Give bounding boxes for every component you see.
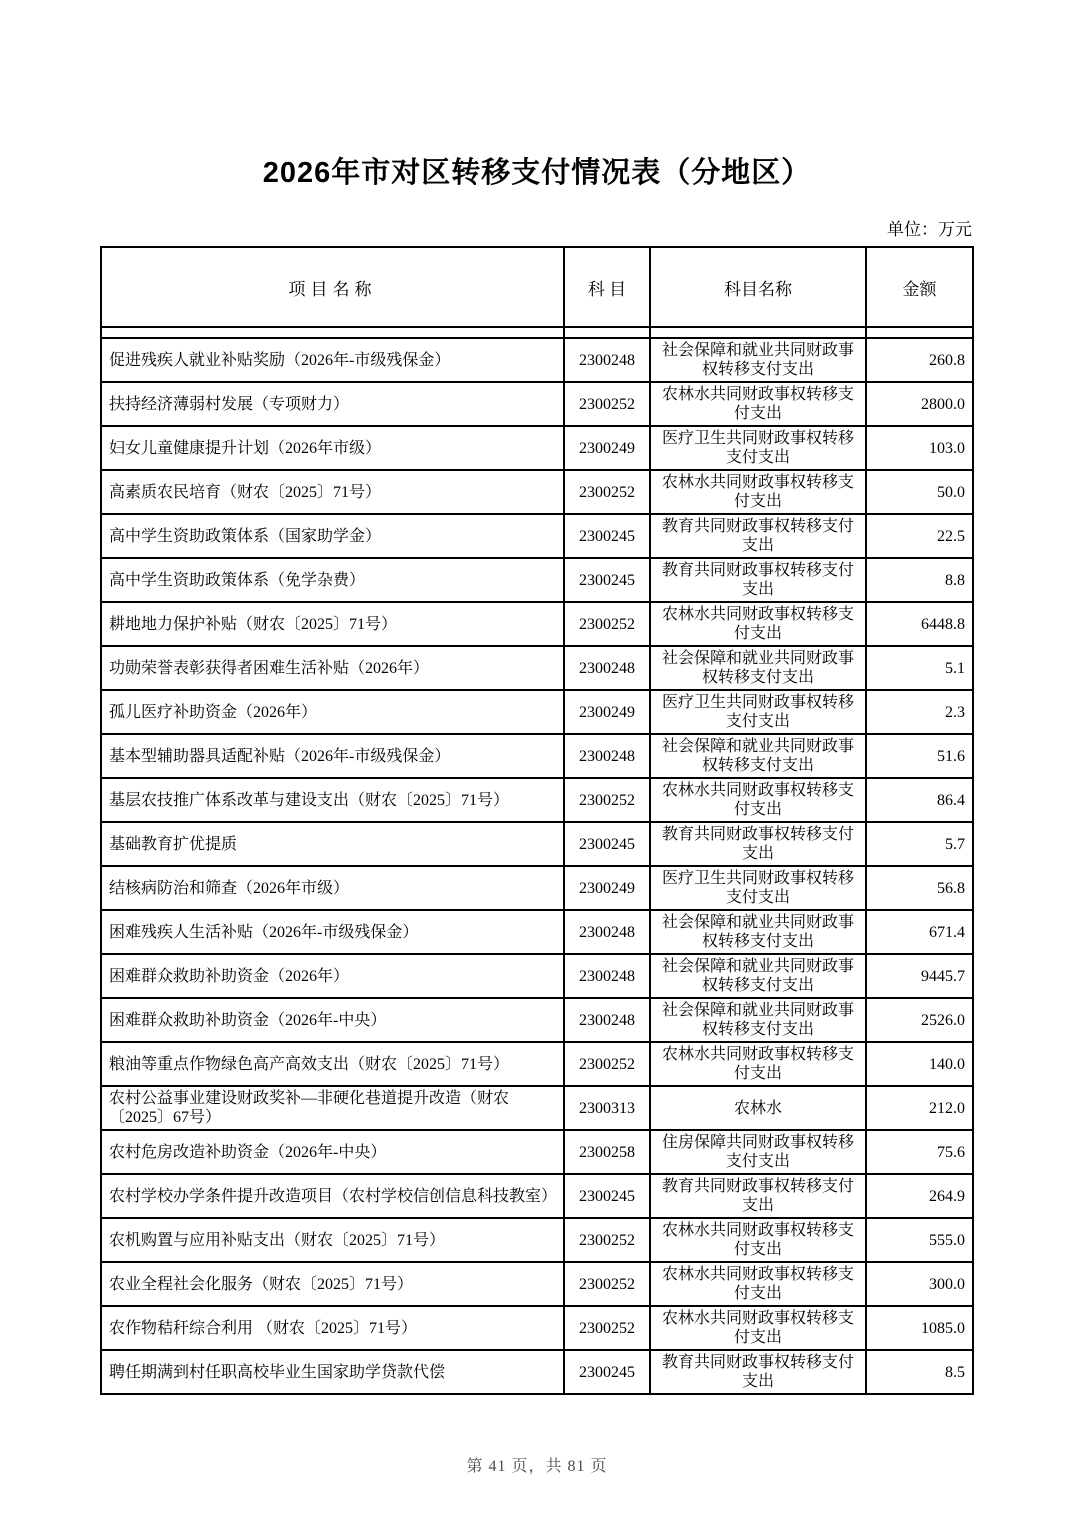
amount-cell: 6448.8 bbox=[866, 602, 973, 646]
subject-code-cell: 2300249 bbox=[564, 690, 650, 734]
subject-name-cell: 社会保障和就业共同财政事权转移支付支出 bbox=[650, 910, 866, 954]
subject-name-cell: 农林水共同财政事权转移支付支出 bbox=[650, 1218, 866, 1262]
table-row bbox=[101, 1174, 973, 1218]
project-name-cell: 促进残疾人就业补贴奖励（2026年-市级残保金） bbox=[101, 338, 564, 382]
subject-name-cell: 社会保障和就业共同财政事权转移支付支出 bbox=[650, 338, 866, 382]
subject-code-cell: 2300252 bbox=[564, 470, 650, 514]
project-name-cell: 基本型辅助器具适配补贴（2026年-市级残保金） bbox=[101, 734, 564, 778]
unit-label: 单位：万元 bbox=[887, 220, 972, 239]
project-name-cell: 孤儿医疗补助资金（2026年） bbox=[101, 690, 564, 734]
project-name-cell: 农村公益事业建设财政奖补—非硬化巷道提升改造（财农〔2025〕67号） bbox=[101, 1086, 564, 1130]
project-name-cell: 高中学生资助政策体系（国家助学金） bbox=[101, 514, 564, 558]
spacer-cell bbox=[101, 327, 564, 338]
subject-name-cell: 农林水共同财政事权转移支付支出 bbox=[650, 470, 866, 514]
project-name-cell: 困难残疾人生活补贴（2026年-市级残保金） bbox=[101, 910, 564, 954]
table-row bbox=[101, 866, 973, 910]
subject-name-cell: 农林水 bbox=[650, 1086, 866, 1130]
subject-code-cell: 2300252 bbox=[564, 1262, 650, 1306]
table-header bbox=[101, 247, 973, 338]
table-row bbox=[101, 646, 973, 690]
page-title: 2026年市对区转移支付情况表（分地区） bbox=[262, 157, 812, 189]
header-subject-name: 科目名称 bbox=[650, 247, 866, 327]
table-row bbox=[101, 558, 973, 602]
subject-name-cell: 教育共同财政事权转移支付支出 bbox=[650, 1174, 866, 1218]
subject-code-cell: 2300249 bbox=[564, 426, 650, 470]
subject-name-cell: 农林水共同财政事权转移支付支出 bbox=[650, 382, 866, 426]
subject-name-cell: 教育共同财政事权转移支付支出 bbox=[650, 558, 866, 602]
amount-cell: 86.4 bbox=[866, 778, 973, 822]
subject-name-cell: 社会保障和就业共同财政事权转移支付支出 bbox=[650, 646, 866, 690]
subject-code-cell: 2300313 bbox=[564, 1086, 650, 1130]
table-row bbox=[101, 470, 973, 514]
amount-cell: 8.5 bbox=[866, 1350, 973, 1394]
project-name-cell: 农村危房改造补助资金（2026年-中央） bbox=[101, 1130, 564, 1174]
project-name-cell: 农村学校办学条件提升改造项目（农村学校信创信息科技教室） bbox=[101, 1174, 564, 1218]
amount-cell: 300.0 bbox=[866, 1262, 973, 1306]
table-row bbox=[101, 382, 973, 426]
subject-code-cell: 2300258 bbox=[564, 1130, 650, 1174]
subject-code-cell: 2300248 bbox=[564, 734, 650, 778]
amount-cell: 103.0 bbox=[866, 426, 973, 470]
subject-code-cell: 2300248 bbox=[564, 954, 650, 998]
subject-code-cell: 2300245 bbox=[564, 1174, 650, 1218]
subject-code-cell: 2300252 bbox=[564, 382, 650, 426]
spacer-cell bbox=[650, 327, 866, 338]
amount-cell: 260.8 bbox=[866, 338, 973, 382]
subject-name-cell: 农林水共同财政事权转移支付支出 bbox=[650, 1042, 866, 1086]
project-name-cell: 农业全程社会化服务（财农〔2025〕71号） bbox=[101, 1262, 564, 1306]
amount-cell: 1085.0 bbox=[866, 1306, 973, 1350]
transfer-payment-table bbox=[100, 246, 974, 1395]
table-row bbox=[101, 514, 973, 558]
amount-cell: 5.1 bbox=[866, 646, 973, 690]
project-name-cell: 高中学生资助政策体系（免学杂费） bbox=[101, 558, 564, 602]
amount-cell: 9445.7 bbox=[866, 954, 973, 998]
amount-cell: 671.4 bbox=[866, 910, 973, 954]
subject-name-cell: 教育共同财政事权转移支付支出 bbox=[650, 822, 866, 866]
table-row bbox=[101, 822, 973, 866]
subject-name-cell: 教育共同财政事权转移支付支出 bbox=[650, 1350, 866, 1394]
table-body bbox=[101, 338, 973, 1394]
subject-name-cell: 社会保障和就业共同财政事权转移支付支出 bbox=[650, 734, 866, 778]
amount-cell: 264.9 bbox=[866, 1174, 973, 1218]
header-subject-code: 科 目 bbox=[564, 247, 650, 327]
table-row bbox=[101, 1306, 973, 1350]
project-name-cell: 基础教育扩优提质 bbox=[101, 822, 564, 866]
project-name-cell: 农机购置与应用补贴支出（财农〔2025〕71号） bbox=[101, 1218, 564, 1262]
project-name-cell: 困难群众救助补助资金（2026年-中央） bbox=[101, 998, 564, 1042]
subject-code-cell: 2300248 bbox=[564, 910, 650, 954]
subject-name-cell: 社会保障和就业共同财政事权转移支付支出 bbox=[650, 954, 866, 998]
amount-cell: 2526.0 bbox=[866, 998, 973, 1042]
subject-code-cell: 2300252 bbox=[564, 602, 650, 646]
project-name-cell: 妇女儿童健康提升计划（2026年市级） bbox=[101, 426, 564, 470]
subject-code-cell: 2300248 bbox=[564, 338, 650, 382]
amount-cell: 8.8 bbox=[866, 558, 973, 602]
project-name-cell: 结核病防治和筛查（2026年市级） bbox=[101, 866, 564, 910]
subject-name-cell: 医疗卫生共同财政事权转移支付支出 bbox=[650, 426, 866, 470]
table-row bbox=[101, 1350, 973, 1394]
subject-code-cell: 2300245 bbox=[564, 514, 650, 558]
project-name-cell: 耕地地力保护补贴（财农〔2025〕71号） bbox=[101, 602, 564, 646]
project-name-cell: 高素质农民培育（财农〔2025〕71号） bbox=[101, 470, 564, 514]
subject-name-cell: 住房保障共同财政事权转移支付支出 bbox=[650, 1130, 866, 1174]
project-name-cell: 粮油等重点作物绿色高产高效支出（财农〔2025〕71号） bbox=[101, 1042, 564, 1086]
subject-name-cell: 社会保障和就业共同财政事权转移支付支出 bbox=[650, 998, 866, 1042]
table-row bbox=[101, 338, 973, 382]
table-row bbox=[101, 1086, 973, 1130]
table-row bbox=[101, 426, 973, 470]
table-row bbox=[101, 778, 973, 822]
spacer-cell bbox=[866, 327, 973, 338]
amount-cell: 75.6 bbox=[866, 1130, 973, 1174]
subject-code-cell: 2300252 bbox=[564, 778, 650, 822]
subject-code-cell: 2300252 bbox=[564, 1218, 650, 1262]
subject-code-cell: 2300252 bbox=[564, 1042, 650, 1086]
amount-cell: 56.8 bbox=[866, 866, 973, 910]
amount-cell: 212.0 bbox=[866, 1086, 973, 1130]
subject-name-cell: 农林水共同财政事权转移支付支出 bbox=[650, 602, 866, 646]
spacer-row bbox=[101, 327, 973, 338]
project-name-cell: 聘任期满到村任职高校毕业生国家助学贷款代偿 bbox=[101, 1350, 564, 1394]
subject-code-cell: 2300252 bbox=[564, 1306, 650, 1350]
table-row bbox=[101, 734, 973, 778]
amount-cell: 5.7 bbox=[866, 822, 973, 866]
subject-name-cell: 医疗卫生共同财政事权转移支付支出 bbox=[650, 690, 866, 734]
amount-cell: 22.5 bbox=[866, 514, 973, 558]
subject-code-cell: 2300248 bbox=[564, 998, 650, 1042]
amount-cell: 2800.0 bbox=[866, 382, 973, 426]
project-name-cell: 农作物秸秆综合利用 （财农〔2025〕71号） bbox=[101, 1306, 564, 1350]
table-area bbox=[100, 219, 972, 1395]
subject-name-cell: 农林水共同财政事权转移支付支出 bbox=[650, 778, 866, 822]
subject-code-cell: 2300245 bbox=[564, 1350, 650, 1394]
amount-cell: 2.3 bbox=[866, 690, 973, 734]
subject-code-cell: 2300249 bbox=[564, 866, 650, 910]
project-name-cell: 基层农技推广体系改革与建设支出（财农〔2025〕71号） bbox=[101, 778, 564, 822]
table-row bbox=[101, 1218, 973, 1262]
amount-cell: 140.0 bbox=[866, 1042, 973, 1086]
header-row bbox=[101, 247, 973, 327]
header-project-name: 项目名称 bbox=[101, 247, 564, 327]
subject-code-cell: 2300245 bbox=[564, 558, 650, 602]
header-amount: 金额 bbox=[866, 247, 973, 327]
subject-name-cell: 教育共同财政事权转移支付支出 bbox=[650, 514, 866, 558]
project-name-cell: 扶持经济薄弱村发展（专项财力） bbox=[101, 382, 564, 426]
subject-name-cell: 农林水共同财政事权转移支付支出 bbox=[650, 1262, 866, 1306]
page-number-footer: 第 41 页，共 81 页 bbox=[466, 1458, 608, 1475]
amount-cell: 50.0 bbox=[866, 470, 973, 514]
subject-code-cell: 2300248 bbox=[564, 646, 650, 690]
table-row bbox=[101, 1042, 973, 1086]
subject-name-cell: 农林水共同财政事权转移支付支出 bbox=[650, 1306, 866, 1350]
subject-name-cell: 医疗卫生共同财政事权转移支付支出 bbox=[650, 866, 866, 910]
project-name-cell: 功勋荣誉表彰获得者困难生活补贴（2026年） bbox=[101, 646, 564, 690]
table-row bbox=[101, 602, 973, 646]
table-row bbox=[101, 1130, 973, 1174]
table-row bbox=[101, 954, 973, 998]
project-name-cell: 困难群众救助补助资金（2026年） bbox=[101, 954, 564, 998]
table-row bbox=[101, 910, 973, 954]
spacer-cell bbox=[564, 327, 650, 338]
table-row bbox=[101, 690, 973, 734]
amount-cell: 555.0 bbox=[866, 1218, 973, 1262]
amount-cell: 51.6 bbox=[866, 734, 973, 778]
subject-code-cell: 2300245 bbox=[564, 822, 650, 866]
table-row bbox=[101, 1262, 973, 1306]
table-row bbox=[101, 998, 973, 1042]
